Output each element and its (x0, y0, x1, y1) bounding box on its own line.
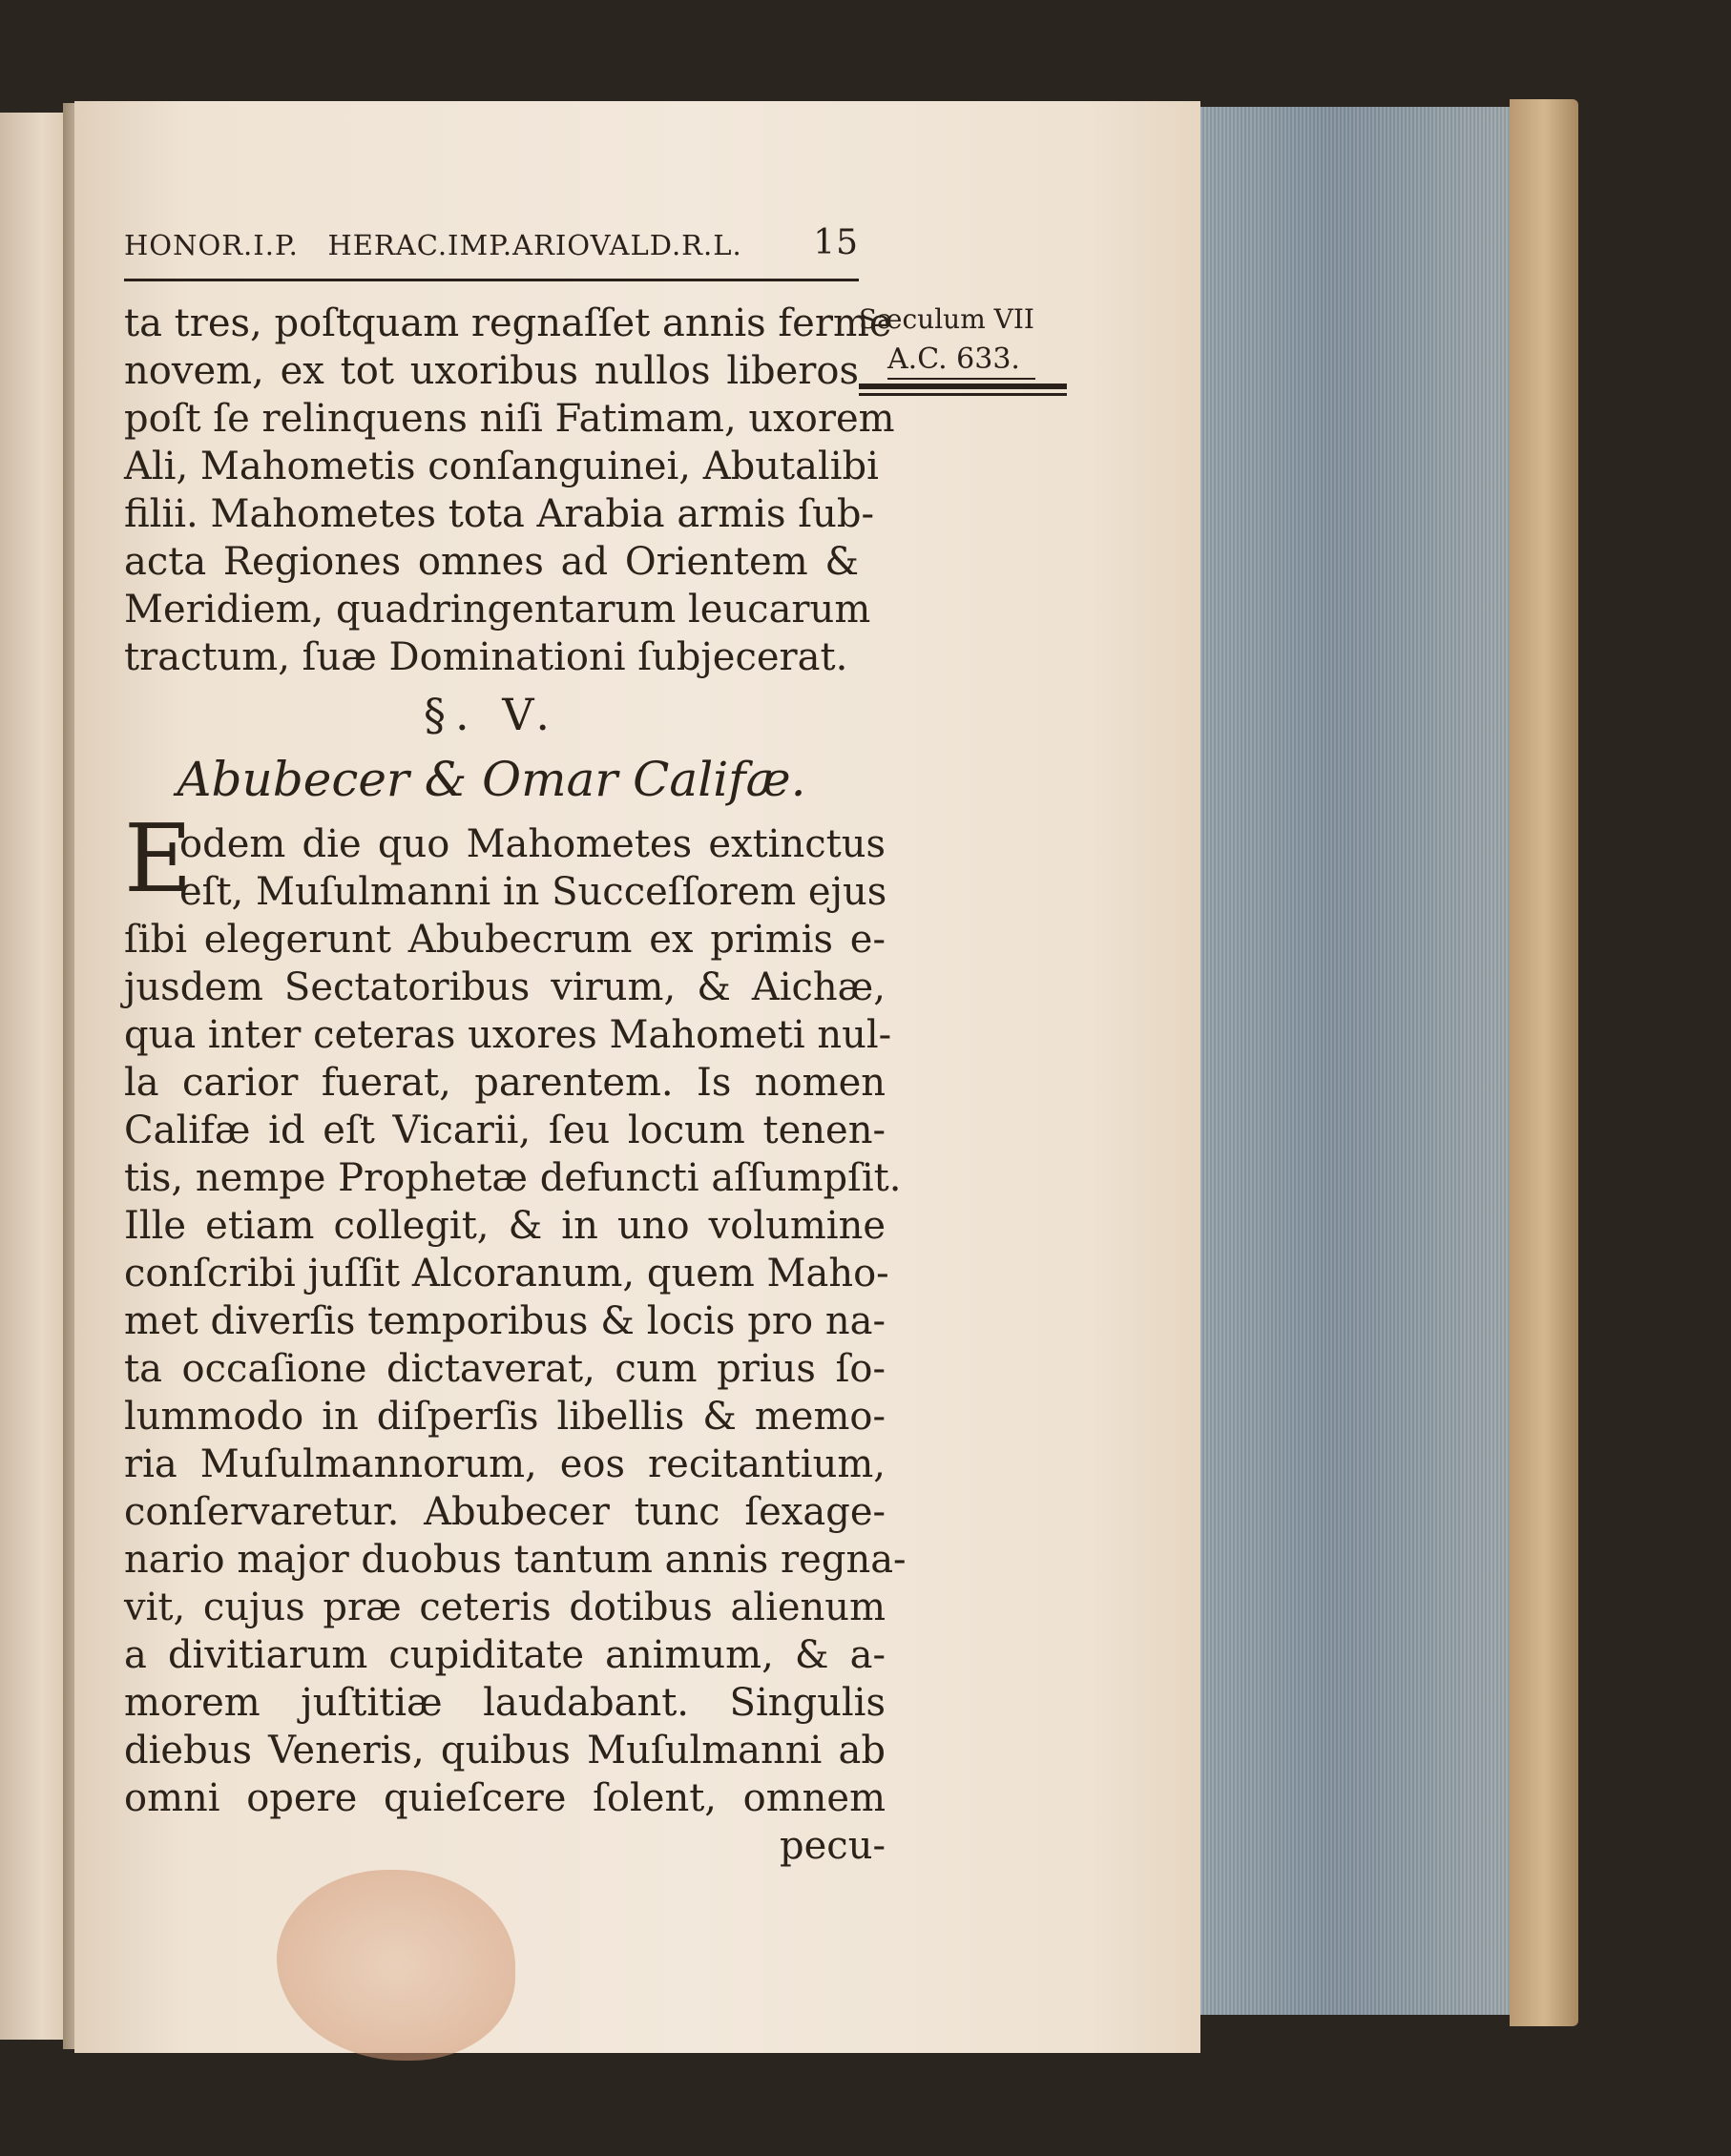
text-line: Ali, Mahometis conſanguinei, Abutalibi (124, 445, 879, 488)
text-line: tractum, ſuæ Dominationi ſubjecerat. (124, 635, 848, 679)
text-line: acta Regiones omnes ad Orientem & (124, 540, 859, 584)
text-line: Meridiem, quadringentarum leucarum (124, 588, 871, 632)
text-line: nario major duobus tantum annis regna- (124, 1538, 907, 1582)
header-rule (124, 279, 859, 281)
section-title: Abubecer & Omar Califæ. (177, 752, 806, 807)
text-line: filii. Mahometes tota Arabia armis ſub- (124, 492, 874, 536)
text-line: Ille etiam collegit, & in uno volumine (124, 1204, 886, 1248)
text-line: ſibi elegerunt Abubecrum ex primis e- (124, 918, 886, 962)
text-line: poſt ſe relinquens niſi Fatimam, uxorem (124, 397, 895, 441)
margin-double-rule (859, 384, 1067, 397)
text-line: ta tres, poſtquam regnaſſet annis ferme (124, 301, 892, 345)
fore-edge (1155, 107, 1512, 2015)
text-line: conſervaretur. Abubecer tunc ſexage- (124, 1490, 886, 1534)
text-line: qua inter ceteras uxores Mahometi nul- (124, 1013, 892, 1057)
text-line: vit, cujus præ ceteris dotibus alienum (124, 1586, 886, 1629)
text-line: met diverſis temporibus & locis pro na- (124, 1299, 886, 1343)
text-line: la carior fuerat, parentem. Is nomen (124, 1061, 886, 1105)
paragraph-1 (124, 300, 895, 681)
text-line: ta occaſione dictaverat, cum prius ſo- (124, 1347, 886, 1391)
text-line: Califæ id eſt Vicarii, ſeu locum tenen- (124, 1109, 886, 1152)
paragraph-2 (124, 820, 907, 1870)
text-line: tis, nempe Prophetæ defuncti aſſumpſit. (124, 1156, 902, 1200)
catchword: pecu- (780, 1824, 886, 1868)
text-line: eſt, Muſulmanni in Succeſſorem ejus (179, 870, 887, 914)
running-header (124, 223, 859, 271)
text-line: omni opere quieſcere ſolent, omnem (124, 1776, 886, 1820)
margin-century: Sæculum VII (859, 303, 1034, 335)
text-line: lummodo in diſperſis libellis & memo- (124, 1395, 886, 1439)
drop-cap: E (124, 805, 193, 914)
text-line: morem juſtitiæ laudabant. Singulis (124, 1681, 886, 1725)
text-line: diebus Veneris, quibus Muſulmanni ab (124, 1729, 886, 1772)
folio-number: 15 (813, 223, 859, 262)
text-line: ria Muſulmannorum, eos recitantium, (124, 1442, 886, 1486)
rule-thin (859, 393, 1067, 396)
running-head-text: HONOR.I.P. HERAC.IMP.ARIOVALD.R.L. (124, 229, 742, 261)
text-line: a divitiarum cupiditate animum, & a- (124, 1633, 886, 1677)
margin-year: A.C. 633. (887, 342, 1035, 380)
section-mark: §. V. (423, 689, 560, 740)
text-line: odem die quo Mahometes extinctus (179, 822, 886, 866)
text-line: novem, ex tot uxoribus nullos liberos (124, 349, 859, 393)
text-line: jusdem Sectatoribus virum, & Aichæ, (124, 965, 886, 1009)
rule-thick (859, 384, 1067, 389)
text-line: conſcribi juſſit Alcoranum, quem Maho- (124, 1252, 889, 1296)
back-cover (1510, 99, 1578, 2026)
